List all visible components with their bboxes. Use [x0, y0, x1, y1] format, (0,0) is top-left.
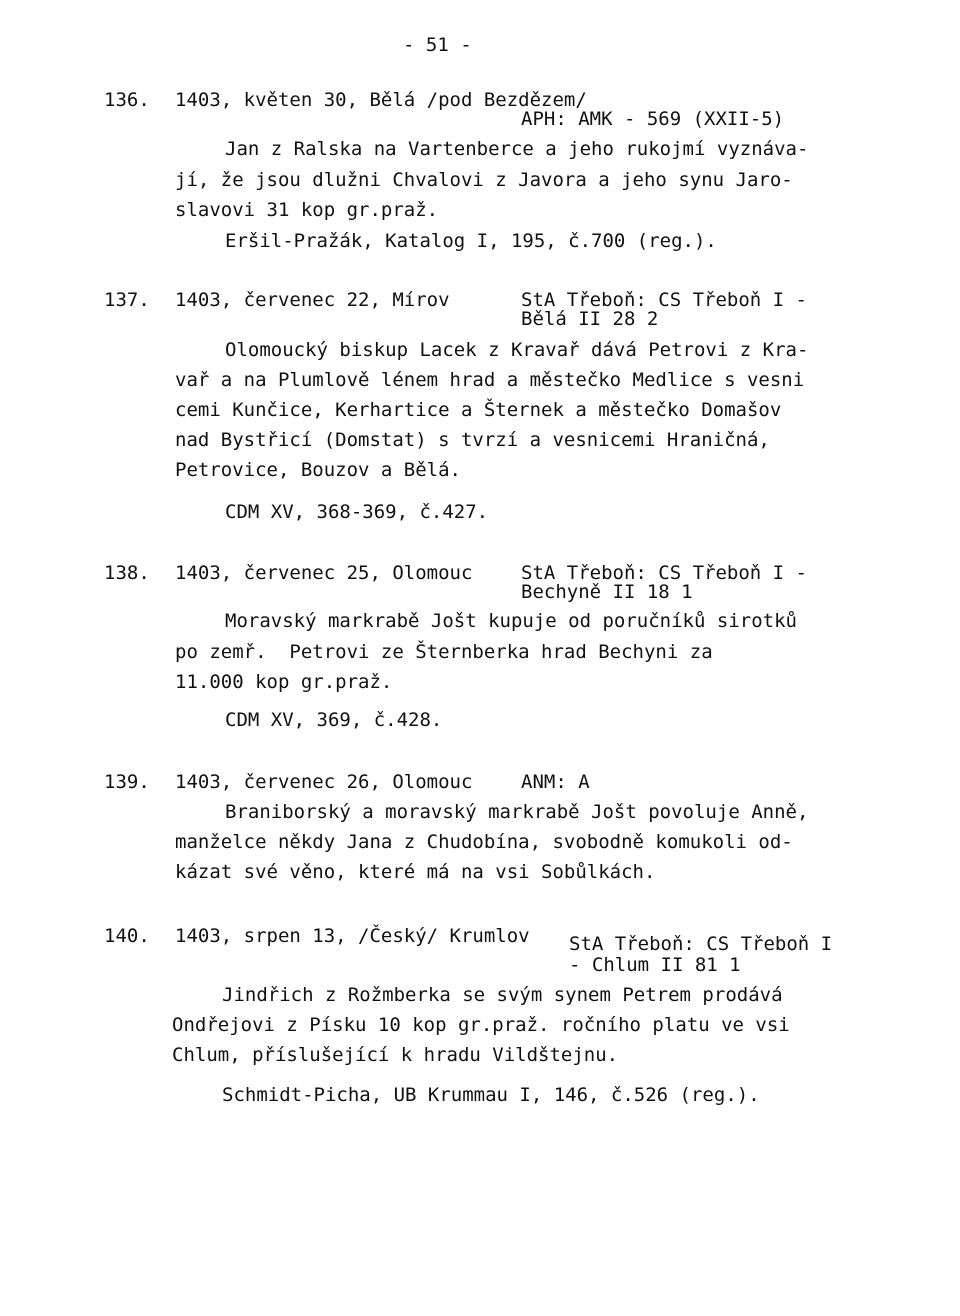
entry-header: 1403, červenec 22, Mírov: [175, 289, 450, 311]
body-line: Chlum, příslušející k hradu Vildštejnu.: [172, 1044, 619, 1066]
entry-number: 136.: [104, 89, 150, 111]
body-line: Moravský markrabě Jošt kupuje od poručníků sirotků: [225, 610, 797, 632]
body-line: slavovi 31 kop gr.praž.: [175, 199, 439, 221]
reference: CDM XV, 368-369, č.427.: [225, 501, 489, 523]
body-line: po zemř. Petrovi ze Šternberka hrad Bechyni za: [175, 641, 713, 663]
entry-header: 1403, květen 30, Bělá /pod Bezdězem/: [175, 89, 587, 111]
reference: CDM XV, 369, č.428.: [225, 709, 443, 731]
entry-number: 139.: [104, 771, 150, 793]
body-line: nad Bystřicí (Domstat) s tvrzí a vesnicemi Hraničná,: [175, 429, 770, 451]
entry-header: 1403, srpen 13, /Český/ Krumlov: [175, 925, 530, 947]
entry-header: 1403, červenec 26, Olomouc: [175, 771, 473, 793]
reference: Schmidt-Picha, UB Krummau I, 146, č.526 (reg.).: [222, 1084, 760, 1106]
body-line: manželce někdy Jana z Chudobína, svobodně komukoli od-: [175, 831, 793, 853]
archive-line: Bělá II 28 2: [521, 308, 659, 330]
entry-number: 137.: [104, 289, 150, 311]
body-line: Petrovice, Bouzov a Bělá.: [175, 459, 461, 481]
body-line: kázat své věno, které má na vsi Sobůlkách.: [175, 861, 656, 883]
body-line: vař a na Plumlově lénem hrad a městečko Medlice s vesni: [175, 369, 805, 391]
body-line: Ondřejovi z Písku 10 kop gr.praž. ročního platu ve vsi: [172, 1014, 790, 1036]
archive-line: StA Třeboň: CS Třeboň I: [569, 933, 833, 955]
archive-line: StA Třeboň: CS Třeboň I -: [521, 562, 807, 584]
archive-line: ANM: A: [521, 771, 590, 793]
body-line: Braniborský a moravský markrabě Jošt povoluje Anně,: [225, 801, 809, 823]
body-line: Jan z Ralska na Vartenberce a jeho rukojmí vyznáva-: [225, 138, 809, 160]
archive-line: APH: AMK - 569 (XXII-5): [521, 108, 785, 130]
archive-line: Bechyně II 18 1: [521, 581, 693, 603]
body-line: Olomoucký biskup Lacek z Kravař dává Petrovi z Kra-: [225, 339, 809, 361]
entry-number: 138.: [104, 562, 150, 584]
body-line: cemi Kunčice, Kerhartice a Šternek a městečko Domašov: [175, 399, 782, 421]
page-number: - 51 -: [403, 34, 472, 56]
entry-number: 140.: [104, 925, 150, 947]
body-line: Jindřich z Rožmberka se svým synem Petrem prodává: [222, 984, 783, 1006]
body-line: jí, že jsou dlužni Chvalovi z Javora a jeho synu Jaro-: [175, 169, 793, 191]
archive-line: StA Třeboň: CS Třeboň I -: [521, 289, 807, 311]
reference: Eršil-Pražák, Katalog I, 195, č.700 (reg.).: [225, 230, 717, 252]
archive-line: - Chlum II 81 1: [569, 954, 741, 976]
entry-header: 1403, červenec 25, Olomouc: [175, 562, 473, 584]
body-line: 11.000 kop gr.praž.: [175, 671, 393, 693]
